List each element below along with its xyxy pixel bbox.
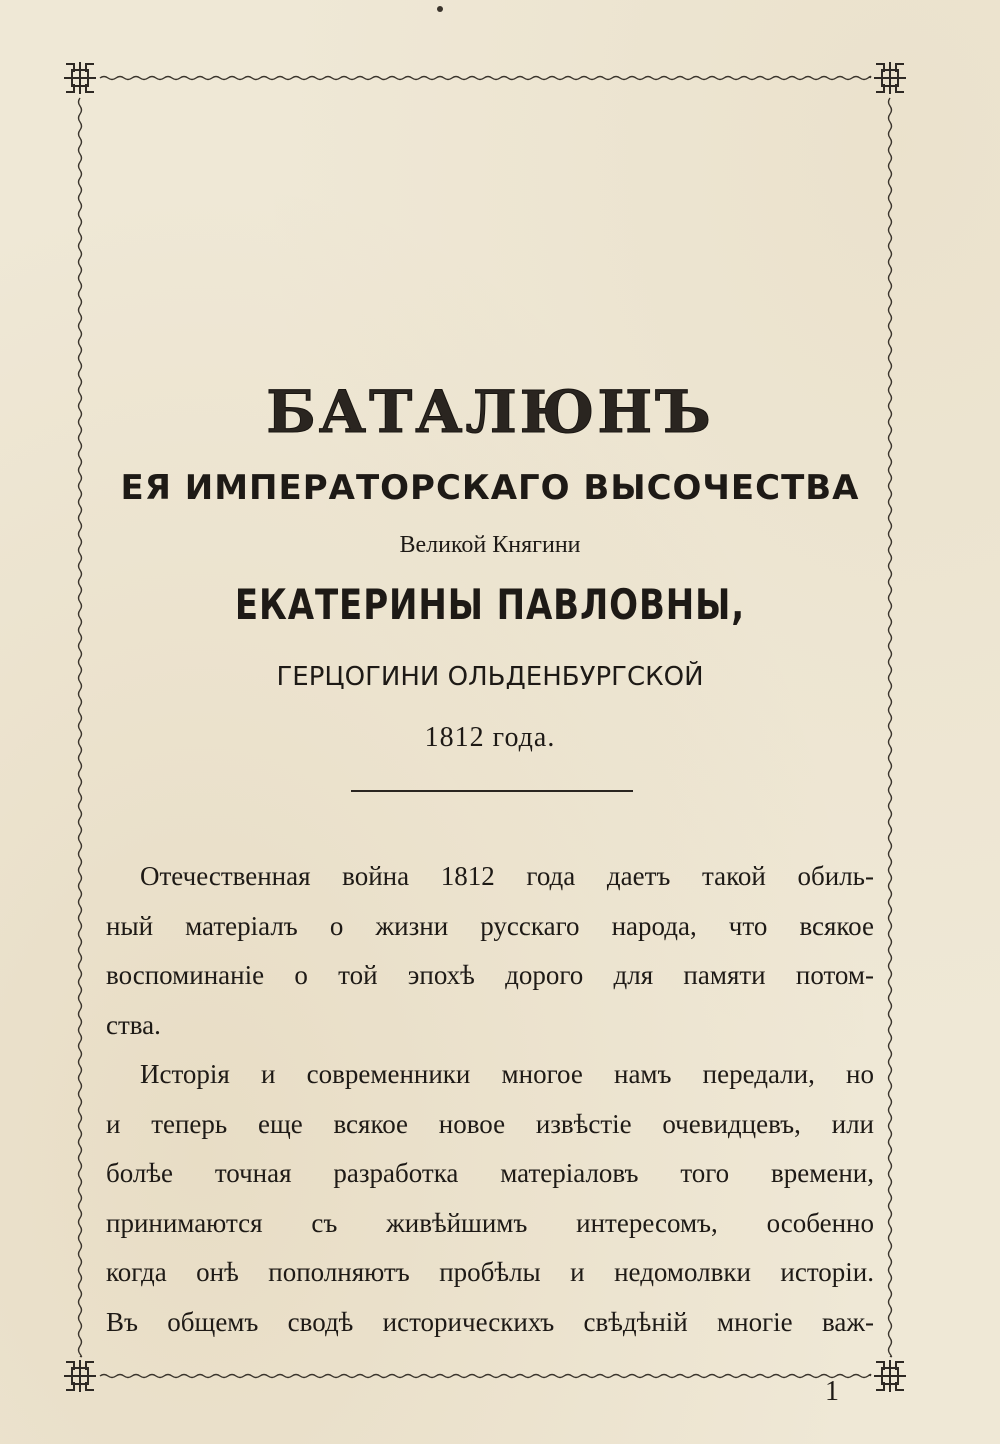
paragraph (106, 1050, 874, 1347)
text-line: и теперь еще всякое новое извѣстіе очевидцевъ, или (106, 1108, 874, 1139)
text-line: ства. (106, 1009, 161, 1040)
text-line: воспоминаніе о той эпохѣ дорого для памяти потом- (106, 960, 874, 990)
divider (351, 790, 633, 792)
title-name: ЕКАТЕРИНЫ ПАВЛОВНЫ, (234, 580, 746, 629)
body-text (106, 852, 874, 1347)
text-line: болѣе точная разработка матеріаловъ того времени, (106, 1158, 874, 1188)
text-line: когда онѣ пополняютъ пробѣлы и недомолвки исторіи. (106, 1257, 874, 1287)
title-year: 1812 года. (424, 722, 556, 753)
page-number: 1 (825, 1376, 839, 1407)
ink-dot (437, 6, 443, 12)
corner-ornament-icon (62, 1358, 98, 1394)
text-line: принимаются съ живѣйшимъ интересомъ, особенно (106, 1207, 874, 1238)
text-line: ный матеріалъ о жизни русскаго народа, что всякое (106, 910, 874, 941)
corner-ornament-icon (872, 1358, 908, 1394)
corner-ornament-icon (872, 60, 908, 96)
corner-ornament-icon (62, 60, 98, 96)
document-title: БАТАЛЮНЪ (266, 378, 714, 446)
text-line: Въ общемъ сводѣ историческихъ свѣдѣній многіе важ- (106, 1306, 874, 1337)
paragraph-end (106, 1001, 874, 1051)
text-line: Отечественная война 1812 года даетъ такой обиль- (140, 861, 874, 891)
document-subtitle: ЕЯ ИМПЕРАТОРСКАГО ВЫСОЧЕСТВА (120, 468, 860, 508)
text-line: Исторія и современники многое намъ передали, но (140, 1059, 874, 1089)
title-duchess: ГЕРЦОГИНИ ОЛЬДЕНБУРГСКОЙ (276, 662, 704, 692)
paragraph (106, 852, 874, 1001)
title-grand-duchess: Великой Княгини (399, 532, 581, 558)
